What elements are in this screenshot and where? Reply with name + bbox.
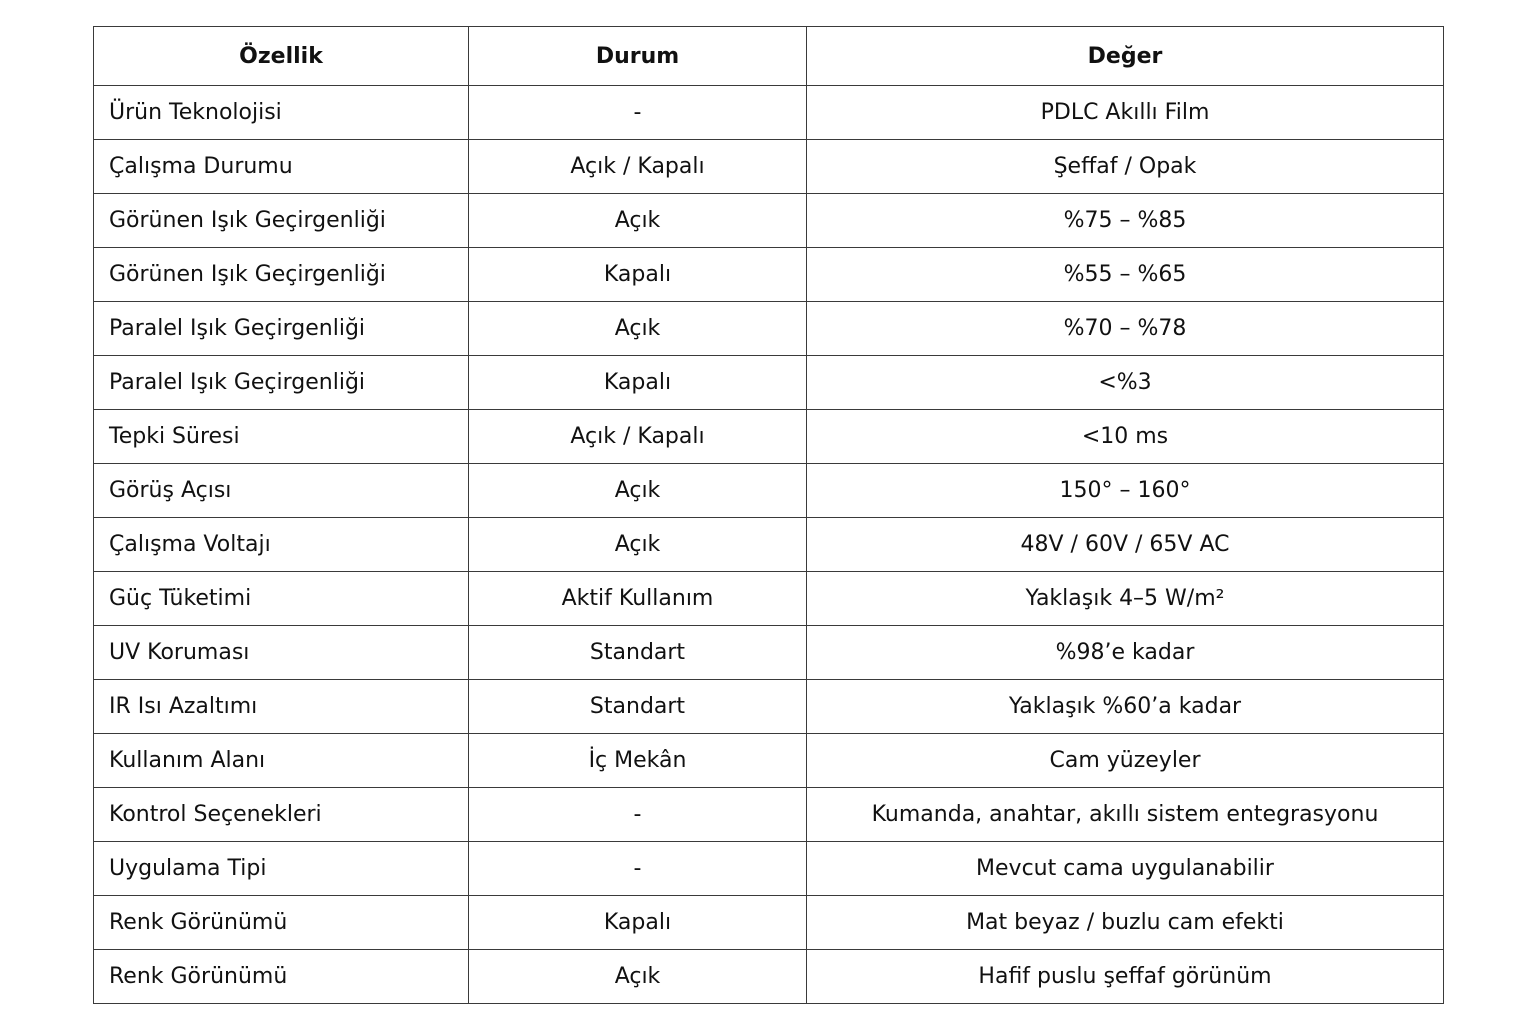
feature-cell: Görüş Açısı [94, 464, 469, 518]
value-cell: Hafif puslu şeffaf görünüm [807, 950, 1444, 1004]
feature-cell: IR Isı Azaltımı [94, 680, 469, 734]
value-cell: Kumanda, anahtar, akıllı sistem entegrasyonu [807, 788, 1444, 842]
table-row [94, 896, 1444, 950]
table-row [94, 680, 1444, 734]
value-cell: Mevcut cama uygulanabilir [807, 842, 1444, 896]
value-cell: 150° – 160° [807, 464, 1444, 518]
state-cell: Açık [469, 950, 807, 1004]
feature-cell: Ürün Teknolojisi [94, 86, 469, 140]
feature-cell: Tepki Süresi [94, 410, 469, 464]
value-cell: %98’e kadar [807, 626, 1444, 680]
spec-table [93, 26, 1444, 1004]
table-body [94, 86, 1444, 1004]
table-header-row [94, 27, 1444, 86]
state-cell: Standart [469, 626, 807, 680]
feature-cell: Kontrol Seçenekleri [94, 788, 469, 842]
table-row [94, 86, 1444, 140]
feature-cell: Güç Tüketimi [94, 572, 469, 626]
table-row [94, 194, 1444, 248]
table-row [94, 788, 1444, 842]
state-cell: Kapalı [469, 896, 807, 950]
table-row [94, 248, 1444, 302]
feature-cell: Renk Görünümü [94, 896, 469, 950]
table-row [94, 842, 1444, 896]
table-row [94, 464, 1444, 518]
state-cell: Standart [469, 680, 807, 734]
value-cell: Cam yüzeyler [807, 734, 1444, 788]
state-cell: Açık / Kapalı [469, 410, 807, 464]
value-cell: 48V / 60V / 65V AC [807, 518, 1444, 572]
value-cell: PDLC Akıllı Film [807, 86, 1444, 140]
feature-cell: UV Koruması [94, 626, 469, 680]
header-value: Değer [807, 27, 1444, 86]
state-cell: Açık [469, 194, 807, 248]
state-cell: Açık [469, 302, 807, 356]
table-row [94, 572, 1444, 626]
table-row [94, 626, 1444, 680]
value-cell: Yaklaşık 4–5 W/m² [807, 572, 1444, 626]
table-header [94, 27, 1444, 86]
table-row [94, 734, 1444, 788]
value-cell: Yaklaşık %60’a kadar [807, 680, 1444, 734]
value-cell: %55 – %65 [807, 248, 1444, 302]
value-cell: Şeffaf / Opak [807, 140, 1444, 194]
value-cell: %70 – %78 [807, 302, 1444, 356]
table-row [94, 410, 1444, 464]
feature-cell: Görünen Işık Geçirgenliği [94, 248, 469, 302]
feature-cell: Uygulama Tipi [94, 842, 469, 896]
table-row [94, 356, 1444, 410]
feature-cell: Çalışma Voltajı [94, 518, 469, 572]
value-cell: Mat beyaz / buzlu cam efekti [807, 896, 1444, 950]
state-cell: Açık / Kapalı [469, 140, 807, 194]
state-cell: İç Mekân [469, 734, 807, 788]
state-cell: Aktif Kullanım [469, 572, 807, 626]
state-cell: Kapalı [469, 356, 807, 410]
table-row [94, 950, 1444, 1004]
feature-cell: Paralel Işık Geçirgenliği [94, 356, 469, 410]
value-cell: <%3 [807, 356, 1444, 410]
value-cell: <10 ms [807, 410, 1444, 464]
state-cell: - [469, 842, 807, 896]
state-cell: - [469, 86, 807, 140]
table-row [94, 518, 1444, 572]
header-state: Durum [469, 27, 807, 86]
table-row [94, 140, 1444, 194]
feature-cell: Renk Görünümü [94, 950, 469, 1004]
state-cell: Kapalı [469, 248, 807, 302]
feature-cell: Çalışma Durumu [94, 140, 469, 194]
state-cell: Açık [469, 464, 807, 518]
state-cell: Açık [469, 518, 807, 572]
feature-cell: Görünen Işık Geçirgenliği [94, 194, 469, 248]
feature-cell: Kullanım Alanı [94, 734, 469, 788]
table-row [94, 302, 1444, 356]
state-cell: - [469, 788, 807, 842]
feature-cell: Paralel Işık Geçirgenliği [94, 302, 469, 356]
value-cell: %75 – %85 [807, 194, 1444, 248]
header-feature: Özellik [94, 27, 469, 86]
